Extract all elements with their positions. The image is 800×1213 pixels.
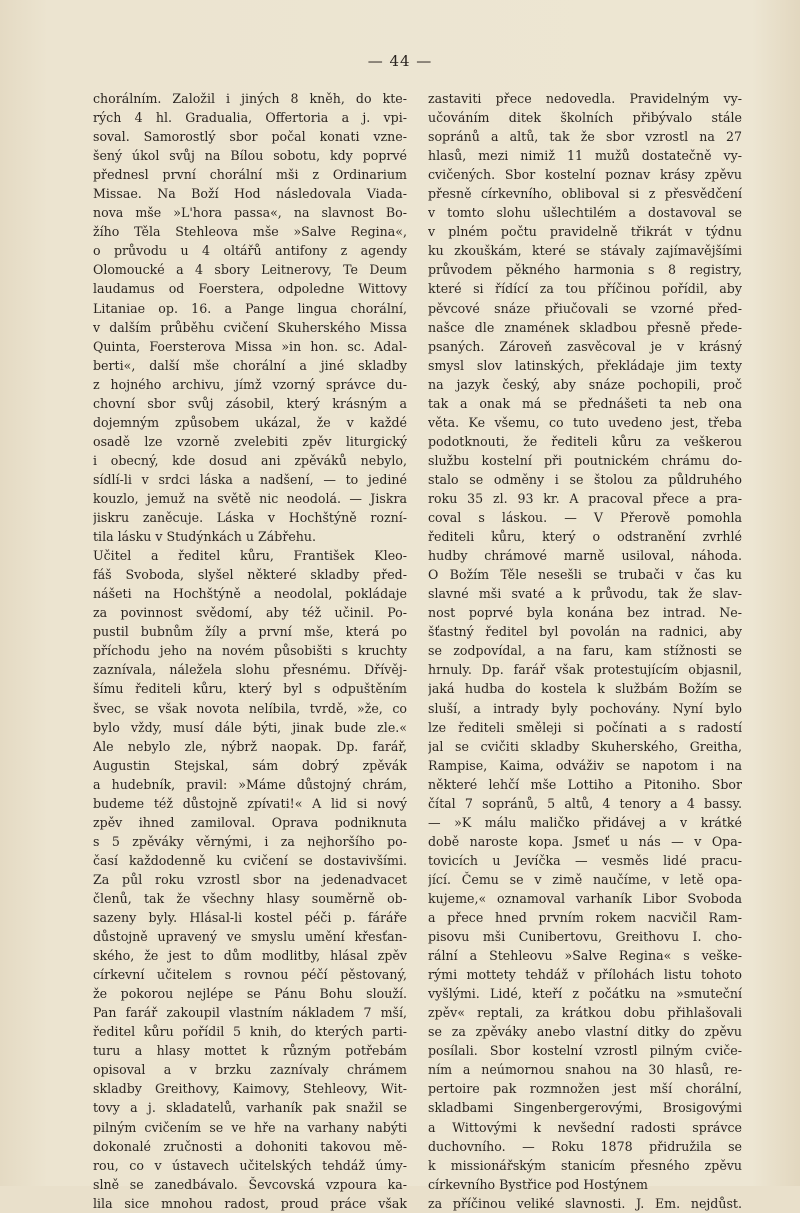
text-line: v dalším průběhu cvičení Skuherského Missa [93,319,407,335]
text-line: sluší, a intrady byly pochovány. Nyní bylo [428,700,742,716]
text-line: Učitel a ředitel kůru, František Kleo- [93,548,407,564]
text-line: berti«, další mše chorální a jiné skladby [93,357,407,373]
text-line: za příčinou veliké slavnosti. J. Em. nejdůst. [428,1195,742,1211]
text-line: církevní učitelem s rovnou péčí pěstovaný, [93,967,407,983]
text-line: a hudebník, pravil: »Máme důstojný chrám, [93,776,407,792]
text-line: duchovního. — Roku 1878 přidružila se [428,1138,742,1154]
text-line: našce dle znamének skladbou přesně přede- [428,319,742,335]
text-line: členů, tak že všechny hlasy souměrně ob- [93,890,407,906]
text-line: ním a neúmornou snahou na 30 hlasů, re- [428,1062,742,1078]
text-line: pěvcové snáze přiučovali se vzorné před- [428,300,742,316]
text-line: tila lásku v Studýnkách u Zábřehu. [93,529,317,545]
text-line: psaných. Zároveň zasvěcoval je v krásný [428,338,742,354]
text-line: smysl slov latinských, překládaje jim texty [428,357,742,373]
text-line: Litaniae op. 16. a Pange lingua chorální, [93,300,407,316]
text-line: roku 35 zl. 93 kr. A pracoval přece a pra- [428,490,742,506]
text-line: učováním ditek školních přibývalo stále [428,110,742,126]
text-line: slavné mši svaté a k průvodu, tak že slav- [428,586,742,602]
text-line: posílali. Sbor kostelní vzrostl pilným cviče- [428,1043,742,1059]
text-line: rální a Stehleovu »Salve Regina« s veške- [428,948,742,964]
text-line: ředitel kůru pořídil 5 knih, do kterých parti- [93,1024,407,1040]
text-line: pustil bubnům žíly a první mše, která po [93,624,407,640]
text-line: cvičených. Sbor kostelní poznav krásy zpěvu [428,167,742,183]
text-line: zpěv« reptali, za krátkou dobu přihlašovali [428,1005,742,1021]
right-column [428,89,742,1213]
text-line: příchodu jeho na novém působišti s kruchty [93,643,407,659]
text-line: slně se zanedbávalo. Ševcovská vzpoura ka- [93,1176,407,1192]
text-line: Rampise, Kaima, odváživ se napotom i na [428,757,742,773]
text-line: nova mše »L'hora passa«, na slavnost Bo- [93,205,407,221]
text-line: zastaviti přece nedovedla. Pravidelným vy- [428,91,742,106]
text-line: tak a onak má se přednášeti ta neb ona [428,395,742,411]
text-line: jiskru zaněcuje. Láska v Hochštýně rozní- [93,510,407,526]
page-number: — 44 — [367,52,433,70]
text-line: řediteli kůru, který o odstranění zvrhlé [428,529,742,545]
text-line: nášeti na Hochštýně a neodolal, pokládaje [93,586,407,602]
text-line: hlasů, mezi nimiž 11 mužů dostatečně vy- [428,148,742,164]
text-line: se za zpěváky anebo vlastní ditky do zpěvu [428,1024,742,1040]
text-line: dojemným způsobem ukázal, že v každé [93,414,407,430]
text-line: O Božím Těle nesešli se trubači v čas ku [428,567,742,583]
text-line: přednesl první chorální mši z Ordinarium [93,167,407,183]
text-line: lze řediteli směleji si počínati a s radostí [428,719,742,735]
text-line: službu kostelní při poutnickém chrámu do- [428,452,742,468]
text-line: rou, co v ústavech učitelských tehdáž úmy- [93,1157,407,1173]
text-line: zpěv ihned zamiloval. Oprava podniknuta [93,814,407,830]
text-line: opisoval a v brzku zaznívaly chrámem [93,1062,407,1078]
text-line: kouzlo, jemuž na světě nic neodolá. — Jiskra [93,490,407,506]
text-line: stalo se odměny i se štolou za půldruhého [428,471,742,487]
text-line: s 5 zpěváky věrnými, i za nejhoršího po- [93,833,407,849]
text-line: církevního Bystřice pod Hostýnem [428,1176,649,1192]
text-line: sazeny byly. Hlásal-li kostel péči p. fáráře [93,910,407,926]
text-line: časí každodenně ku cvičení se dostavivšími. [93,852,407,868]
text-line: o průvodu u 4 oltářů antifony z agendy [93,243,407,259]
text-line: tovicích u Jevíčka — vesměs lidé pracu- [428,852,742,868]
text-line: pilným cvičením se ve hře na varhany nabýti [93,1119,407,1135]
text-line: době naroste kopa. Jsmeť u nás — v Opa- [428,833,742,849]
text-line: čítal 7 sopránů, 5 altů, 4 tenory a 4 bassy. [428,795,742,811]
text-line: hrnuly. Dp. farář však protestujícím objasnil, [428,662,742,678]
text-line: nost poprvé byla konána bez intrad. Ne- [428,605,742,621]
text-line: Augustin Stejskal, sám dobrý zpěvák [93,757,407,773]
text-line: šťastný ředitel byl povolán na radnici, aby [428,624,742,640]
text-line: skladby Greithovy, Kaimovy, Stehleovy, Wit- [93,1081,407,1097]
text-line: hudby chrámové marně usiloval, náhoda. [428,548,742,564]
text-line: budeme též důstojně zpívati!« A lid si nový [93,795,407,811]
text-line: jící. Čemu se v zimě naučíme, v letě opa- [428,871,742,887]
text-line: rých 4 hl. Gradualia, Offertoria a j. vpi- [93,110,407,126]
text-line: šený úkol svůj na Bílou sobotu, kdy poprvé [93,148,407,164]
text-line: na jazyk český, aby snáze pochopili, proč [428,376,742,392]
text-line: sídlí-li v srdci láska a nadšení, — to jediné [93,471,407,487]
text-line: přesně církevního, obliboval si z přesvědčení [428,186,742,202]
text-line: věta. Ke všemu, co tuto uvedeno jest, třeba [428,414,742,430]
text-line: průvodem pěkného harmonia s 8 registry, [428,262,742,278]
text-line: fáš Svoboda, slyšel některé skladby před- [93,567,407,583]
text-line: podotknouti, že řediteli kůru za veškerou [428,433,742,449]
text-line: sopránů a altů, tak že sbor vzrostl na 27 [428,129,742,145]
text-line: Pan farář zakoupil vlastním nákladem 7 mší, [93,1005,407,1021]
text-line: a přece hned prvním rokem nacvičil Ram- [428,910,742,926]
text-line: — »K málu maličko přidávej a v krátké [428,814,742,830]
text-line: švec, se však novota nelíbila, tvrdě, »že, co [93,700,407,716]
text-line: ku zkouškám, které se stávaly zajímavějšími [428,243,742,259]
text-line: Quinta, Foersterova Missa »in hon. sc. Adal- [93,338,407,354]
left-column [93,89,407,1213]
text-line: důstojně upravený ve smyslu umění křesťan- [93,929,407,945]
text-line: soval. Samorostlý sbor počal konati vzne- [93,129,407,145]
text-line: i obecný, kde dosud ani zpěváků nebylo, [93,452,407,468]
text-line: jaká hudba do kostela k službám Božím se [428,681,742,697]
text-line: které si řídící za tou příčinou pořídil, aby [428,281,742,297]
text-line: chorálním. Založil i jiných 8 kněh, do kte- [93,91,407,106]
text-line: chovní sbor svůj zásobil, který krásným a [93,395,407,411]
text-line: se zodpovídal, a na faru, kam stížnosti se [428,643,742,659]
text-line: k missionářským stanicím přesného zpěvu [428,1157,742,1173]
text-line: Za půl roku vzrostl sbor na jedenadvacet [93,871,407,887]
text-line: Olomoucké a 4 sbory Leitnerovy, Te Deum [93,262,407,278]
text-line: vyšlými. Lidé, kteří z počátku na »smuteční [428,986,742,1002]
text-line: pisovu mši Cunibertovu, Greithovu I. cho- [428,929,742,945]
text-line: Missae. Na Boží Hod následovala Viada- [93,186,407,202]
text-line: pertoire pak rozmnožen jest mší chorální, [428,1081,742,1097]
text-line: skladbami Singenbergerovými, Brosigovými [428,1100,742,1116]
text-line: v tomto slohu ušlechtilém a dostavoval se [428,205,742,221]
text-line: bylo vždy, musí dále býti, jinak bude zle.« [93,719,407,735]
text-line: za povinnost svědomí, aby též učinil. Po- [93,605,407,621]
text-line: šímu řediteli kůru, který byl s odpuštěním [93,681,407,697]
text-line: kujeme,« oznamoval varhaník Libor Svoboda [428,890,742,906]
text-line: turu a hlasy mottet k různým potřebám [93,1043,407,1059]
text-line: lila sice mnohou radost, proud práce však [93,1195,407,1211]
text-line: a Wittovými k nevšední radosti správce [428,1119,742,1135]
text-line: v plném počtu pravidelně třikrát v týdnu [428,224,742,240]
text-line: Ale nebylo zle, nýbrž naopak. Dp. farář, [93,738,407,754]
text-line: tovy a j. skladatelů, varhaník pak snažil se [93,1100,407,1116]
text-line: coval s láskou. — V Přerově pomohla [428,510,742,526]
text-line: dokonalé zručnosti a dohoniti takovou mě- [93,1138,407,1154]
text-line: zaznívala, náležela slohu přesnému. Dřívěj- [93,662,407,678]
text-line: z hojného archivu, jímž vzorný správce du- [93,376,407,392]
text-line: rými mottety tehdáž v přílohách listu tohoto [428,967,742,983]
text-line: osadě lze vzorně zvelebiti zpěv liturgický [93,433,407,449]
text-line: laudamus od Foerstera, odpoledne Wittovy [93,281,407,297]
text-line: žího Těla Stehleova mše »Salve Regina«, [93,224,407,240]
text-line: ského, že jest to dům modlitby, hlásal zpěv [93,948,407,964]
text-line: že pokorou nejlépe se Pánu Bohu slouží. [93,986,407,1002]
text-line: některé lehčí mše Lottiho a Pitoniho. Sbor [428,776,742,792]
text-line: jal se cvičiti skladby Skuherského, Greitha, [428,738,742,754]
